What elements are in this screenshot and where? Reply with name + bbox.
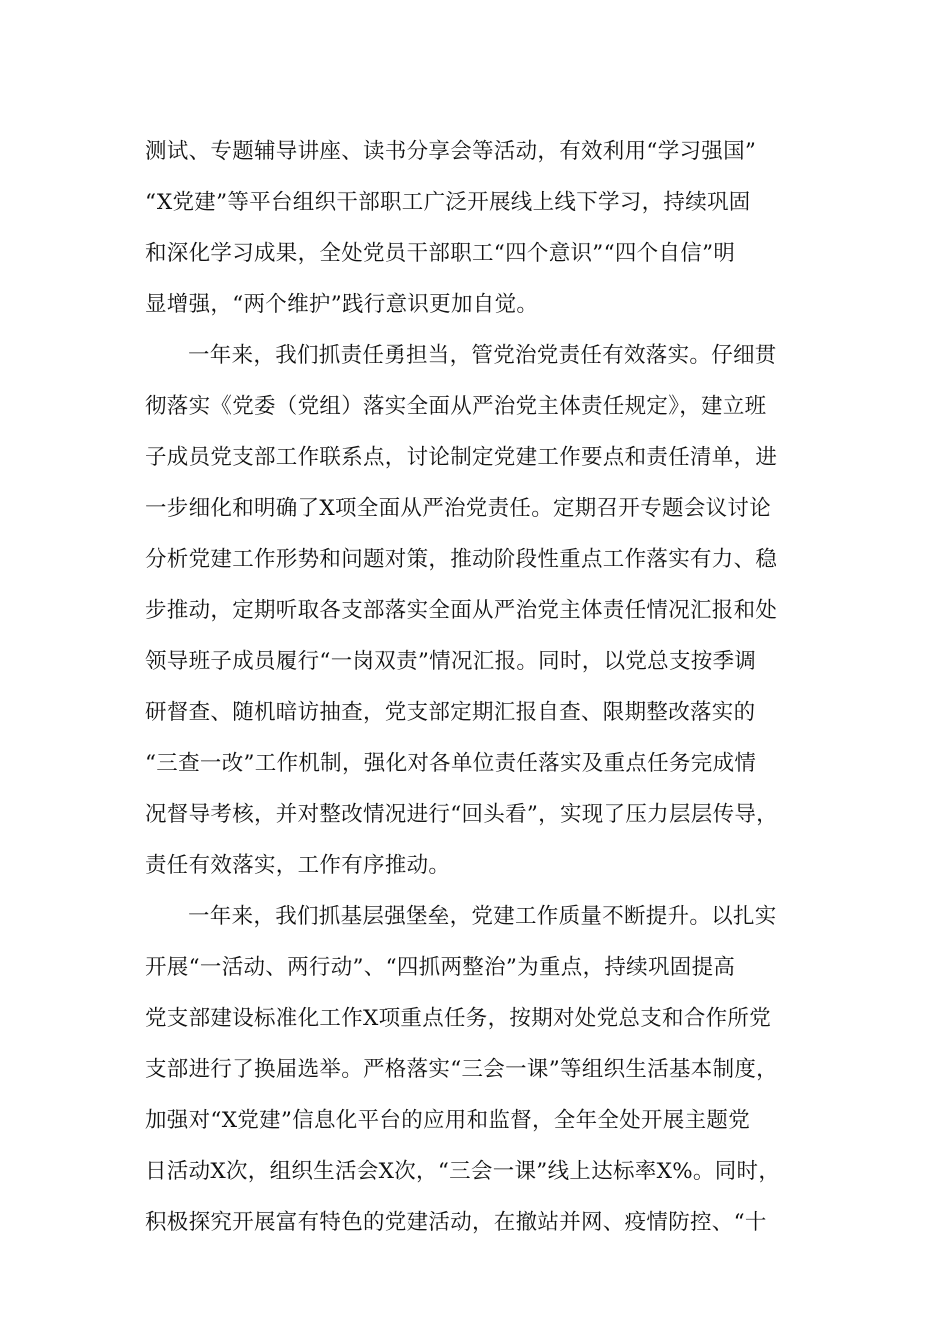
text-line: 分析党建工作形势和问题对策，推动阶段性重点工作落实有力、稳 [145, 547, 778, 572]
text-line: “三查一改”工作机制，强化对各单位责任落实及重点任务完成情 [145, 751, 757, 776]
text-line: 加强对“X党建”信息化平台的应用和监督，全年全处开展主题党 [145, 1108, 750, 1133]
text-line: 和深化学习成果，全处党员干部职工“四个意识”“四个自信”明 [145, 241, 736, 266]
text-line: 况督导考核，并对整改情况进行“回头看”，实现了压力层层传导， [145, 802, 778, 827]
text-line: 步推动，定期听取各支部落实全面从严治党主体责任情况汇报和处 [145, 598, 778, 623]
text-line: 测试、专题辅导讲座、读书分享会等活动，有效利用“学习强国” [145, 139, 757, 164]
text-line: 显增强，“两个维护”践行意识更加自觉。 [145, 292, 539, 317]
paragraph-first-line: 一年来，我们抓基层强堡垒，党建工作质量不断提升。以扎实 [188, 904, 777, 929]
paragraph-first-line: 一年来，我们抓责任勇担当，管党治党责任有效落实。仔细贯 [188, 343, 777, 368]
text-line: 研督查、随机暗访抽查，党支部定期汇报自查、限期整改落实的 [145, 700, 756, 725]
text-line: 责任有效落实，工作有序推动。 [145, 853, 451, 878]
text-line: 领导班子成员履行“一岗双责”情况汇报。同时，以党总支按季调 [145, 649, 757, 674]
text-line: 支部进行了换届选举。严格落实“三会一课”等组织生活基本制度， [145, 1057, 778, 1082]
text-line: 开展“一活动、两行动”、“四抓两整治”为重点，持续巩固提高 [145, 955, 736, 980]
text-line: 一步细化和明确了X项全面从严治党责任。定期召开专题会议讨论 [145, 496, 772, 521]
text-line: 彻落实《党委（党组）落实全面从严治党主体责任规定》，建立班 [145, 394, 767, 419]
text-line: 子成员党支部工作联系点，讨论制定党建工作要点和责任清单，进 [145, 445, 778, 470]
text-line: 党支部建设标准化工作X项重点任务，按期对处党总支和合作所党 [145, 1006, 772, 1031]
text-line: 日活动X次，组织生活会X次，“三会一课”线上达标率X%。同时， [145, 1159, 781, 1184]
text-line: 积极探究开展富有特色的党建活动，在撤站并网、疫情防控、“十 [145, 1210, 767, 1235]
document-body [145, 126, 810, 1248]
text-line: “X党建”等平台组织干部职工广泛开展线上线下学习，持续巩固 [145, 190, 751, 215]
